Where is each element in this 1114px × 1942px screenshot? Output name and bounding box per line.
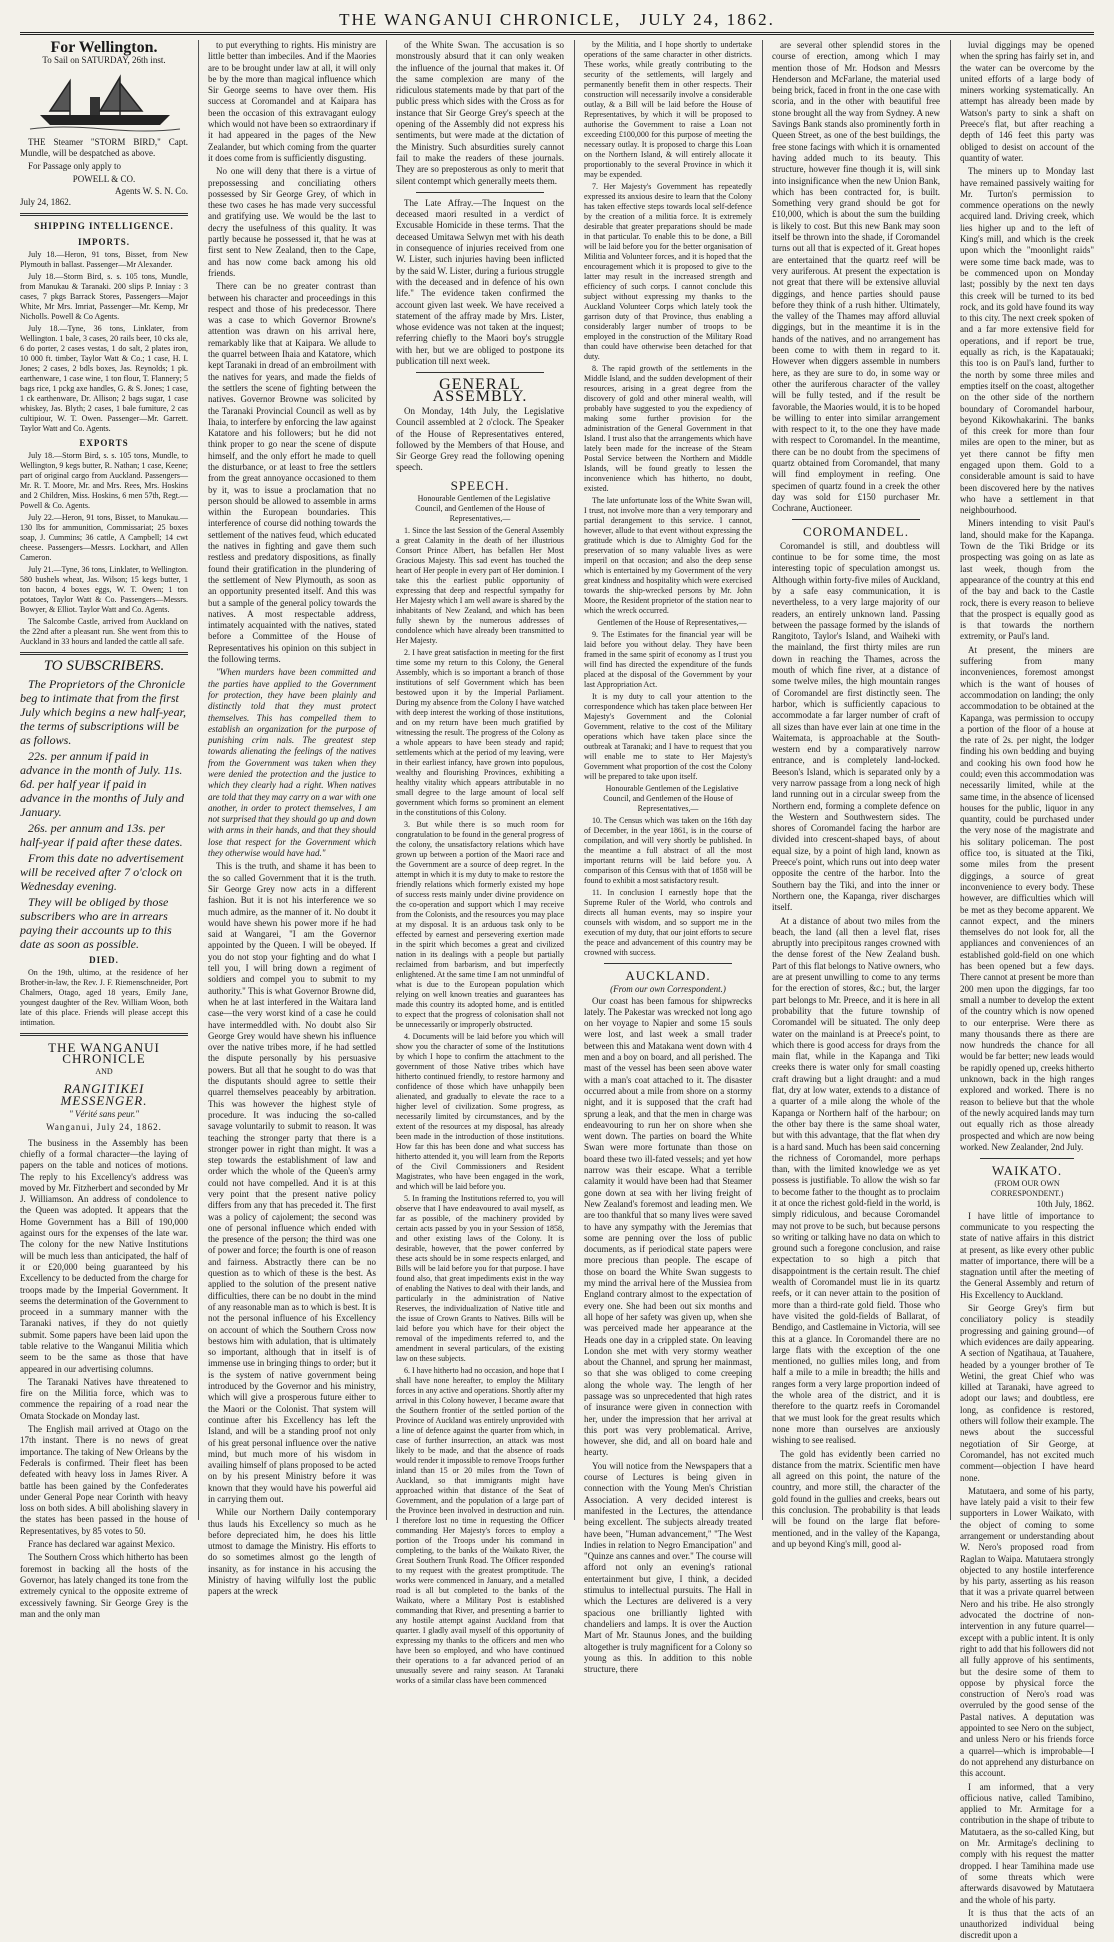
ship-ad-sail-date: To Sail on SATURDAY, 26th inst. bbox=[42, 55, 166, 66]
editorial-paragraph: The business in the Assembly has been chiefly of a formal character—the laying of papers on the table and notices of motions. The reply to his Excellency's address was moved by Mr. Fitzherbert and seconded by Mr J. Williamson. An address of condolence to the Queen was adopted. It appears that the Home Government has a Bill of 190,000 against ours for the expenses of the late war. The colony for the new Native Institutions will be much less than anticipated, the half of it or £20,000 being guaranteed by his Excellency to be deducted from the charge for troops made by the Imperial Government. It seems the determination of the Government to proceed in a summary manner with the Taranaki natives, if they do not quietly submit. Some papers have been laid upon the table relative to the Wanganui Militia which seem to be the same as those that have appeared in our advertising columns. bbox=[20, 1137, 188, 1374]
column-rule bbox=[198, 40, 199, 1520]
imports-heading: IMPORTS. bbox=[78, 236, 130, 247]
divider bbox=[792, 519, 920, 520]
ship-ad-freight: For Passage only apply to bbox=[28, 161, 121, 172]
coromandel-heading: COROMANDEL. bbox=[803, 524, 909, 540]
subscribers-heading: TO SUBSCRIBERS. bbox=[43, 658, 165, 675]
divider bbox=[20, 1033, 188, 1036]
steamship-icon bbox=[20, 71, 188, 133]
waikato-subheading: (FROM OUR OWN CORRESPONDENT.) bbox=[990, 1179, 1064, 1199]
export-entry: July 21.—Tyne, 36 tons, Linklater, to Wellington. 580 bushels wheat, Jas. Wilson; 15 kegs butter, 1 ton bacon, 4 boxes eggs, W. T. Owen; 1 ton potatoes, Taylor Watt & Co. Passengers—Messrs. Bowyer, & Elliot. Taylor Watt and Co. Agents. bbox=[20, 565, 188, 615]
speech-paragraph: 6. I have hitherto had no occasion, and hope that I shall have none hereafter, to employ the Military forces in any active and operations. Shortly after my arrival in this Colony however, I became aware that the Southern frontier of the settled portion of the Province of Auckland was entirely unprovided with a line of defence against the quarter from which, in case of further insurrection, an attack was most likely to be made, and that the absence of roads would render it impossible to remove Troops further inland than 15 or 20 miles from the Town of Auckland, so that immigrants might have approached within that distance of the Seat of Government, and the population of a large part of the Province been involved in destruction and ruin. I therefore lost no time in requesting the Officer commanding Her Majesty's forces to employ a portion of the Troops under his command in completing, to the banks of the Waikato River, the Great Southern Trunk Road. The Officer responded to my request with the greatest promptitude. The works were commenced in January, and a metalled road is all but completed to the banks of the Waikato, where a Military Post is established commanding that River, and presenting a barrier to any hostile attempt against Auckland from that quarter. I gladly avail myself of this opportunity of expressing my thanks to the officers and men who have been so employed, and who have continued their operations to a far advanced period of an unusually severe and rainy season. At Taranaki works of a similar class have been commenced bbox=[396, 1365, 564, 1685]
waikato-date: 10th July, 1862. bbox=[1036, 1199, 1094, 1210]
speech-paragraph: 9. The Estimates for the financial year will be laid before you without delay. They have been framed in the same spirit of economy as I trust you will find has directed the expenditure of the funds placed at the disposal of the Government by your last Appropriation Act. bbox=[584, 630, 752, 689]
column-3 bbox=[396, 40, 564, 1685]
auckland-subheading: (From our own Correspondent.) bbox=[610, 984, 726, 995]
editorial-quote: "When murders have been committed and the parties have applied to the Government for protection, they have been plainly and distinctly told that they must protect themselves. This has compelled them to establish an organization for the purpose of punishing crim nals. The greatest step towards alienating the feelings of the natives from the Government was taken when they were denied the protection and the justice to which they clearly had a right. When natives are told that they may carry on a war with one another, in order to protect themselves, I am not surprised that they should go up and down with arms in their hands, and that they should lose that respect for the Government which they otherwise would have had." bbox=[208, 667, 376, 859]
ship-ad-text: THE Steamer "STORM BIRD," Capt. Mundle, will be despatched as above. bbox=[20, 136, 188, 158]
paper-and: AND bbox=[95, 1067, 113, 1077]
paper-subtitle: RANGITIKEI MESSENGER. bbox=[60, 1081, 148, 1108]
speech-paragraph: 10. The Census which was taken on the 16th day of December, in the year 1861, is in the course of compilation, and will very shortly be published. In the meantime a full abstract of all the most important returns will be laid before you. A comparison of this Census with that of 1858 will be found to exhibit a most satisfactory result. bbox=[584, 816, 752, 885]
subscribers-notice: The Proprietors of the Chronicle beg to intimate that from the first July which begins a new half-year, the terms of subscriptions will be as follows. bbox=[20, 676, 186, 747]
paper-title: THE WANGANUI CHRONICLE bbox=[48, 1039, 160, 1067]
masthead bbox=[20, 10, 1094, 35]
waikato-heading: WAIKATO. bbox=[991, 1163, 1063, 1179]
coromandel-paragraph: The gold has evidently been carried no distance from the matrix. Scientific men have all agreed on this point, the nature of the country, and more still, the character of the gold found in the gullies and creeks, bears out this conclusion. The probability is that leads will be found on the large flat before-mentioned, and in the valley of the Kapanga, and up beyond King's mill, good al- bbox=[772, 1448, 940, 1549]
masthead-paper: THE WANGANUI CHRONICLE, bbox=[339, 10, 622, 29]
waikato-paragraph: Matutaera, and some of his party, have lately paid a visit to their few supporters in Lower Waikato, with the object of coming to some arrangement or understanding about W. Nero's proposed road from Raglan to Waipa. Matutaera strongly objected to any hostile interference by his party, asserting as his reason that it was a private quarrel between Nero and his tribe. He also strongly advocated the doctrine of non-intervention in any future quarrel—except with a public intent. It is only right to add that his followers did not all fully approve of his sentiments, but the desire some of them to oppose by physical force the construction of Nero's road was overruled by the good sense of the Pastal natives. A deputation was appointed to see Nero on the subject, and unless Nero or his friends force a quarrel—which is improbable—I do not apprehend any disturbance on this account. bbox=[960, 1485, 1094, 1779]
ship-ad-agent: POWELL & CO. bbox=[72, 174, 136, 185]
waikato-paragraph: Sir George Grey's firm but conciliatory policy is steadily progressing and gaining ground—of which evidences are daily appearing. A section of Ngatihaua, at Tauahere, headed by a younger brother of Te Wetini, the great Chief who was killed at Taranaki, have agreed to adopt our laws; and doubtless, ere long, as confidence is restored, others will follow their example. The news about the successful negotiation of Sir George, at Coromandel, has not excited much comment—objection I have heard none. bbox=[960, 1303, 1094, 1483]
divider bbox=[416, 372, 544, 373]
divider bbox=[20, 213, 188, 216]
divider bbox=[604, 963, 732, 964]
general-assembly-heading: GENERAL ASSEMBLY. bbox=[432, 376, 528, 405]
coromandel-paragraph: luvial diggings may be opened when the spring has fairly set in, and the water can be overcome by the united efforts of a large body of miners working systematically. An attempt has already been made by Watson's party to sink a shaft on Preece's flat, but after reaching a depth of 146 feet this party was obliged to desist on account of the quantity of water. bbox=[960, 40, 1094, 163]
coromandel-paragraph: Miners intending to visit Paul's land, should make for the Kapanga. Town de the Tiki Bridge or its prospecting was going on as late as last week, though from the appearance of the country at this end of the bay and back to the Castle rock, there is every reason to believe that the prospect is equally good as is that towards the northern extremity, or Paul's land. bbox=[960, 518, 1094, 642]
column-6 bbox=[960, 40, 1094, 1941]
editorial-paragraph: France has declared war against Mexico. bbox=[28, 1539, 175, 1550]
import-entry: July 18.—Tyne, 36 tons, Linklater, from Wellington. 1 bale, 3 cases, 20 rails beer, 10 cks ale, 6 do porter, 2 cases vestas, 1 do salt, 2 plates iron, 10 000 ft. timber, Taylor Watt & Co.; 1 case, H. I. Jones; 2 cases, 2 bdls boxes, Jas. Reynolds; 1 pk. earthenware, 1 case wine, 1 ton flour, T. Flannery; 5 bags rice, 1 pckg axe handles, G. & S. Jones; 1 case, 1 ck earthenware, Dr. Allison; 2 bags sugar, 1 case whiskey, Jas. Blyth; 2 cases, 1 bale furniture, 2 cas cultipiour, W. T. Owen. Passenger—Mr. Garrett. Taylor Watt and Co. Agents. bbox=[20, 323, 188, 433]
speech-paragraph: 3. But while there is so much room for congratulation to be found in the general progress of the colony, the unsatisfactory relations which have grown up between a portion of the Maori race and the Government are a source of deep regret. In the attempt in which it is my duty to make to restore the friendly relations which formerly existed my hope of success rests mainly under divine providence on the co-operation and support which I may receive from the Colonists, and the resources you may place at my disposal. It is an arduous task only to be effected by earnest and persevering exertion made in the spirit which becomes a great and civilized nation in its dealings with a people but partially reclaimed from barbarism, and but imperfectly enlightened. At the same time I am not unmindful of what is due to the European population which relying on well known treaties and guarantees has made this country its adopted home, and is entitled to expect that the progress of colonisation shall not be unnecessarily or improperly obstructed. bbox=[396, 819, 564, 1029]
speech-paragraph: 4. Documents will be laid before you which will show you the character of some of the Institutions by which I hope to confirm the attachment to the government of those Native tribes which have hitherto continued friendly, to restore harmony and confidence of those which have unhappily been alienated, and gradually to elevate the race to a higher level of civilization. Some progress, as necessarily limited by circumstances, and by the extent of the resources at my disposal, has already been made in the introduction of those institutions. How far this has been done and what success has hitherto attended it, you will learn from the Reports of the Civil Commissioners and Resident Magistrates, who have been engaged in the work, and which will be laid before you. bbox=[396, 1031, 564, 1191]
divider bbox=[980, 1158, 1074, 1159]
export-entry: The Salcombe Castle, arrived from Auckland on the 22nd after a pleasant run. She went from this to Auckland in 33 hours and landed the cattle all safe. bbox=[20, 617, 188, 647]
speech-paragraph: 2. I have great satisfaction in meeting for the first time some my return to this Colony, the General Assembly, which is so important a branch of those institutions of self Government which has been bestowed upon it by the Imperial Parliament. During my absence from the Colony I have watched with deep interest the working of those institutions, and on my return have been much gratified by witnessing the result. The progress of the Colony as a whole appears to have been steady and rapid; settlements which at the period of my leaving, were in their earliest infancy, have grown into populous, wealthy and flourishing Provinces, exhibiting a healthy vitality which appears attributable in no small degree to the large amount of local self government which forms so prominent an element in the constitutions of this Colony. bbox=[396, 647, 564, 817]
speech-paragraph: 5. In framing the Institutions referred to, you will observe that I have endeavoured to avail myself, as far as possible, of the machinery provided by certain acts passed by you in your Session of 1858, and other existing laws of the Colony. It is desirable, however, that the power conferred by these acts should be in some respects enlarged, and Bills will be laid before you for that purpose. I have found also, that great impediments exist in the way of enabling the Natives to deal with their lands, and particularly in the administration of Native Reserves, the individualization of Native title and the issue of Crown Grants to Natives. Bills will be laid before you which have for their object the removal of the impediments referred to, and the amendment in several particulars, of the existing law on these subjects. bbox=[396, 1193, 564, 1363]
editorial-paragraph: While our Northern Daily contemporary thus lauds his Excellency so much as he before depreciated him, he does his little utmost to damage the Ministry. His efforts to do so sometimes almost go the length of insanity, as for instance in his accusing the Ministry of having wilfully lost the public papers at the wreck bbox=[208, 1507, 376, 1597]
speech-paragraph: 1. Since the last Session of the General Assembly a great Calamity in the death of her illustrious Consort Prince Albert, has befallen Her Most Gracious Majesty. This sad event has touched the heart of Her people in every part of Her dominion. I take this the earliest public opportunity of expressing that deep and respectful sympathy for Her Majesty which I am well aware is shared by the inhabitants of New Zealand, and which has been fully shewn by the numerous addresses of condolence which have already been transmitted to Her Majesty. bbox=[396, 525, 564, 645]
shipping-heading: SHIPPING INTELLIGENCE. bbox=[34, 221, 174, 232]
auckland-heading: AUCKLAND. bbox=[625, 968, 711, 983]
editorial-paragraph: This is the truth, and shame it has been to the so called Government that it is the truth. Sir George Grey now acts in a different fashion. But it is not his interference we so much admire, as the manner of it. No doubt it would have shewn his power more if he had said at Wangarei, "I am the Governor appointed by the Queen. I will be obeyed. If you do not stop your fighting and do what I tell you, I will bring down a regiment of soldiers and compel you to submit to my authority." This is what Governor Browne did, when he at last interfered in the Waitara land case—the very worst kind of a case he could have intermeddled with. No doubt also Sir George Grey would have shewn his influence over the native tribes more, if he had settled the dispute personally by his persuasive powers. But all that he sought to do was that the disputants should agree to settle their quarrel themselves peaceably by arbitration. This was however the highest style of procedure. It was inducing the so-called savage voluntarily to submit to reason. It was teaching the stronger party that there is a stronger power in right than might. It was a step towards the establishment of law and order which the whole of the Queen's army could not have compelled. And it is at this very point that the present native policy differs from any that has preceded it. The first was a policy of cajolement; the second was one of personal influence which ended with the presence of the person; the third was one of power and force; the fourth is one of reason and fairness. Abstractly there can be no question as to which of these is the best. As applied to the solution of the present native difficulties, there can be no doubt in the mind of any reasonable man as to which is best. It is not the personal influence of his Excellency on account of which the Southern Cross now bestows him with adulation, that is ultimately so important, although that in itself is of immense use in bringing things to order; but it is the system of native government being introduced by the Governor and his ministry, which will give a prosperous future either to the Maori or the Colonist. That system will continue after his Excellency has left the Island, and will be a standing proof not only of his great personal influence over the native mind, but much more of his wisdom in availing himself of plans proposed to be acted on by his present Ministry before it was known that they would have his powerful aid in carrying them out. bbox=[208, 861, 376, 1504]
editorial-paragraph: The Taranaki Natives have threatened to fire on the Militia force, which was to commence the repairing of a road near the Omata Stockade on Monday last. bbox=[20, 1376, 188, 1421]
speech-paragraph: 11. In conclusion I earnestly hope that the Supreme Ruler of the World, who controls and directs all human events, may so inspire your counsels with wisdom, and so support me in the execution of my duty, that our joint efforts to secure the peace and advancement of this country may be crowned with success. bbox=[584, 888, 752, 957]
column-4 bbox=[584, 40, 752, 1675]
column-rule bbox=[386, 40, 387, 1520]
column-rule bbox=[950, 40, 951, 1520]
ship-ad-agent-company: Agents W. S. N. Co. bbox=[114, 185, 188, 196]
late-affray-paragraph: The Late Affray.—The Inquest on the deceased maori resulted in a verdict of Excusable Homicide in these terms. That the deceased Umitawa Selwyn met with his death in consequence of injuries received from one W. Lister, such injuries having been inflicted by the said W. Lister, during a furious struggle with the deceased and in defence of his own life." The evidence taken confirmed the account given last week. We have received a statement of the affray made by Mrs. Lister, whose evidence was not taken at the inquest; referring chiefly to the Maori boy's struggle with her, but we are obliged to postpone its publication till next week. bbox=[396, 197, 564, 367]
subscribers-notice: 26s. per annum and 13s. per half-year if paid after these dates. bbox=[20, 820, 183, 849]
coromandel-paragraph: At present, the miners are suffering from many inconveniences, foremost amongst which is the want of houses of accommodation on landing; the only accommodation to be obtained at the Kapanga, was permission to occupy a portion of the floor of a house at the rate of 2s. per night, the lodger finding his own bedding and buying and cooking his own food how he could; even this accommodation was necessarily limited, while at the same time, in the absence of licensed houses for the public, liquor in any quantity, could be purchased under the very nose of the magistrate and his solitary policeman. The post office too, is situated at the Tiki, some miles from the present diggings, a source of great inconvenience to every body. These however, are difficulties which will be met as they become apparent. We cannot expect, and the miners themselves do not look for, all the appliances and conveniences of an established gold-field on one which has been opened but a few days. There cannot at present be more than 200 men upon the diggings, far too small a number to develop the extent of the country which is now opened to our enterprise. Were there as many thousands there as there are now hundreds the chance for all would be far better; new leads would be rapidly opened up, creeks hitherto unknown, back in the high ranges explored and worked. There is no reason to believe but that the whole of the newly acquired lands may turn out equally rich as those already prospected and which are now being worked. New Zealander, 2nd July. bbox=[960, 644, 1094, 1152]
coromandel-paragraph: The miners up to Monday last have remained passively waiting for Mr. Turton's permission to commence operations on the newly acquired land. Driving creek, which lies higher up and to the left of King's mill, and which is the creek upon which the "moonlight raids" were some time back made, was to be commenced upon on Monday last; possibly by the next ten days this creek will be turned to its bed rock, and its gold have found its way to this city. The next creek spoken of and a far more extensive field for operations, and if report be true, equally as rich, is the Kapatauaki; this too is on Paul's land, further to the north by some three miles and empties itself on the coast, altogether on the other side of the northern boundary of Coromandel harbour, beyond Kikowhakarini. The banks of this creek for more than four miles are open to the miner, but as yet there cannot be fifty men engaged upon them. Gold to a considerable amount is said to have been discovered here by the natives who have a settlement in that neighbourhood. bbox=[960, 166, 1094, 516]
import-entry: July 18.—Heron, 91 tons, Bisset, from New Plymouth in ballast. Passenger—Mr Alexander. bbox=[20, 249, 188, 269]
ship-ad-date: July 24, 1862. bbox=[20, 197, 72, 208]
speech-salutation: Honourable Gentlemen of the Legislative Council, and Gentlemen of the House of Representatives,— bbox=[603, 784, 739, 813]
paper-motto: " Vérité sans peur." bbox=[68, 1109, 140, 1120]
subscribers-notice: They will be obliged by those subscribers who are in arrears paying their accounts up to this date as soon as possible. bbox=[20, 894, 172, 951]
export-entry: July 22.—Heron, 91 tons, Bisset, to Manukau.—130 lbs for ammunition, Commissariat; 25 boxes soap, J. Cummins; 36 cattle, A Campbell; 14 cwt cheese. Passengers—Messrs. Lockhart, and Allen Cameron. bbox=[20, 513, 188, 563]
editorial-paragraph: to put everything to rights. His ministry are little better than imbeciles. And if the Maories are to be brought under law at all, it will only be by the more than magical influence which Sir George seems to have over them. His success at Coromandel and at Kaipara has been the occasion of this extravagant eulogy which would not have been so extraordinary if it had appeared in the pages of the New Zealander, but which coming from the quarter it does come from is sufficiently disgusting. bbox=[208, 40, 376, 163]
editorial-dateline: Wanganui, July 24, 1862. bbox=[46, 1122, 162, 1133]
auckland-paragraph: You will notice from the Newspapers that a course of Lectures is being given in connection with the Young Men's Christian Association. A very decided interest is manifested in the Lectures, the attendance being excellent. The subjects already treated have been, "Human advancement," "The West Indies in relation to Negro Emancipation" and "Quinze ans cannes and over." The course will afford not only an evening's rational entertainment but give, I think, a decided stimulus to intellectual pursuits. The Hall in which the Lectures are delivered is a very spacious one brilliantly lighted with chandeliers and lamps. It is over the Auction Mart of Mr. Staunus Jones, and the building altogether is truly magnificent for a Colony so young as this. In addition to this noble structure, there bbox=[584, 1460, 752, 1675]
auckland-paragraph: are several other splendid stores in the course of erection, among which I may mention those of Mr. Hodson and Messrs Henderson and McFarlane, the material used being brick, faced in front in the one case with scoria, and in the other with beautiful free stone brought all the way from Sydney. A new Savings Bank stands also prominently forth in Queen Street, as one of the best buildings, the free stone facings with which it is ornamented having added much to its beauty. This structure, however fine though it is, will sink into insignificance when the new Union Bank, which has been contracted for, is built. Something very grand should be got for £10,000, which is about the sum the building is likely to cost. But this new Bank may soon itself be thrown into the shade, if Coromandel turns out all that is expected of it. Great hopes are entertained that the quartz reef will be very auriferous. At present the expectation is not great that there will be extensive alluvial diggings, and hence parties should pause before they think of a rush hither. Ultimately, the valley of the Thames may afford alluvial diggings, but in the meantime it is in the hands of the natives, and no arrangement has been come to with them in regard to it. However when diggers assemble in numbers here, as they are sure to do, in some way or other the auriferous character of the valley will be fully tested, and if the result be favorable, the Maories would, it is to be hoped be willing to enter into similar arrangement with respect to it, to the one they have made with respect to Coromandel. In the meantime, there can be no doubt from the specimens of quartz obtained from Coromandel, that many will find employment in reefing. One specimen of quartz found in a creek the other day was sold for £150 purchaser Mr. Cochrane, Auctioneer. bbox=[772, 40, 940, 514]
newspaper-page bbox=[20, 39, 1094, 1941]
divider bbox=[20, 652, 188, 655]
speech-heading: SPEECH. bbox=[450, 477, 510, 493]
masthead-date: JULY 24, 1862. bbox=[639, 10, 775, 29]
speech-paragraph: by the Militia, and I hope shortly to undertake operations of the same character in other districts. These works, while greatly contributing to the security of the settlements, will largely and permanently benefit them in other respects. Their construction will necessarily involve a considerable outlay, & a Bill will be laid before the House of Representatives, by which it will be proposed to authorise the Government to raise a Loan not exceeding £100,000 for this purpose of meeting the necessary outlay. It is proposed to charge this Loan on the Northern Island, & will entirely allocate it proportionably to the several Province in which it may be expended. bbox=[584, 40, 752, 179]
column-2 bbox=[208, 40, 376, 1597]
column-1 bbox=[20, 39, 188, 1619]
coromandel-paragraph: At a distance of about two miles from the beach, the land (all then a level flat, rises abruptly into precipitous ranges crowned with the dense forest of the New Zealand bush. Part of this flat belongs to Native owners, who are at present unwilling to come to any terms for the erection of stores, &c.; but, the larger part belongs to Mr. Preece, and it is here in all probability that the future township of Coromandel will be situated. The only deep water on the mainland is at Preece's point, to which there is good access for drays from the main flat, while in the Kapanga and Tiki creeks there is water only for small coasting craft drawing but a light draught: and a mud flat, dry at low water, extends to a distance of a quarter of a mile along the whole of the Kapanga or Northern half of the harbour; on the other bay there is the same shoal water, but with this advantage, that the flat when dry is a hard sand. Much has been said concerning the richness of Coromandel, more perhaps than, with the limited knowledge we as yet possess is justifiable. To allow the wish so far to become father to the thought as to proclaim it at once the richest gold-field in the world, is simply ridiculous, and because Coromandel may not prove to be such, but because persons so writing or talking have no data on which to ground such a foregone conclusion, and raise expectation to so high a pitch that disappointment is the certain result. The chief wealth of Coromandel must lie in its quartz reefs, or it can never attain to the position of more than a third-rate gold field. Those who have visited the gold-fields of Ballarat, of Bendigo, and Castlemaine in Victoria, will see this at a glance. In Coromandel there are no large flats with the exception of the one mentioned, no gullies miles long, and from half a mile to a mile in breadth; the hills and ranges form a very large proportion indeed of the whole area of the district, and it is therefore to the quartz reefs in Coromandel that we must look for the great results which none more than ourselves are anxiously wishing to see realised. bbox=[772, 915, 940, 1446]
subscribers-notice: 22s. per annum if paid in advance in the month of July. 11s. 6d. per half year if paid in advance in the months of July and January. bbox=[20, 748, 184, 819]
column-5 bbox=[772, 40, 940, 1549]
editorial-paragraph: No one will deny that there is a virtue of prepossessing and conciliating others possessed by Sir George Grey, of which in these two cases he has made very successful and gratifying use. We would be the last to decry the usefulness of this quality. It was partly because he possessed it, that he was at first sent to New Zealand, then to the Cape, and has now come back among his old friends. bbox=[208, 166, 376, 278]
waikato-paragraph: I have little of importance to communicate to you respecting the state of native affairs in this district at present, as like every other public matter of importance, there will be a stagnation until after the meeting of the General Assembly and return of His Excellency to Auckland. bbox=[960, 1210, 1094, 1300]
speech-paragraph: The late unfortunate loss of the White Swan will, I trust, not involve more than a very temporary and partial derangement to this service. I cannot, however, allude to that event without expressing the gratitude which is due to Almighty God for the preservation of so many valuable lives as were imperil on that occasion; and also the deep sense which is entertained by my Government of the very great kindness and hospitality which were exercised towards the ship-wrecked persons by Mr. John Moore, the Resident proprietor of the station near to which the wreck occurred. bbox=[584, 496, 752, 615]
auckland-paragraph: Our coast has been famous for shipwrecks lately. The Pakestar was wrecked not long ago on her voyage to Napier and some 15 souls were lost, and last week a small trader between this and Matakana went down with 4 men and a boy on board, and all perished. The mast of the vessel has been seen above water with a man's coat attached to it. The disaster occurred about a mile from shore on a stormy night, and it is supposed that the craft had sprung a leak, and that the men in charge was endeavouring to run her on shore when she went down. The parties on board the White Swan were more fortunate than those on board these two ill-fated vessels; and yet how narrow was their escape. What a terrible calamity it would have been had that Steamer gone down at sea with her living freight of New Zealand's foremost and leading men. We are too thankful that so many lives were saved to have any sympathy with the Jeremias that some are penning over the loss of public documents, as if periodical state papers were more precious than people. The escape of those on board the White Swan suggests to my mind the arrival here of the Mussiea from England contrary almost to the expectation of every one. She had been out six months and all hope of her safety was given up, when she was perceived made her appearance at the Heads one day in a crippled state. On leaving London she met with very stormy weather about the Channel, and sprung her mainmast, so that she was obliged to come creeping along the whole way. The length of her passage was so unprecedented that high rates of insurance were given in connection with her, under the impression that her arrival at this port was very problematical. Arrive, however, she did, and all on board hale and hearty. bbox=[584, 995, 752, 1458]
assembly-intro: On Monday, 14th July, the Legislative Council assembled at 2 o'clock. The Speaker of the House of Representatives entered, followed by the Members of that House, and Sir George Grey read the following opening speech. bbox=[396, 405, 564, 473]
ship-illustration bbox=[20, 71, 188, 133]
editorial-paragraph: The Southern Cross which hitherto has been foremost in backing all the hosts of the Governor, has lately changed its tone from the extremely cynical to the opposite extreme of excessively fawning. Sir George Grey is the man and the only man bbox=[20, 1552, 188, 1619]
exports-heading: EXPORTS bbox=[79, 437, 129, 448]
died-heading: DIED. bbox=[89, 954, 119, 965]
article-paragraph: of the White Swan. The accusation is so monstrously absurd that it can only weaken the influence of the journal that makes it. Of the same complexion are many of the ridiculous statements made by that part of the public press which sides with the Cross as for instance that Sir George Grey's speech at the opening of the Assembly did not express his sentiments, but were made at the dictation of the Ministry. Such absurdities surely cannot fail to make the readers of these journals. They are so preposterous as only to merit that silent contempt which generally meets them. bbox=[396, 40, 564, 186]
subscribers-notice: From this date no advertisement will be received after 7 o'clock on Wednesday evening. bbox=[20, 850, 184, 893]
column-rule bbox=[762, 40, 763, 1520]
died-notice: On the 19th, ultimo, at the residence of her Brother-in-law, the Rev. J. F. Riemenschneider, Port Chalmers, Otago, aged 18 years, Emily Jane, youngest daughter of the Rev. William Woon, both late of this place. Friends will please accept this intimation. bbox=[20, 967, 188, 1027]
waikato-paragraph: I am informed, that a very officious native, called Tamibino, applied to Mr. Armitage for a contribution in the shape of tribute to Matutaera, as the so-called King, but on Mr. Armitage's declining to comply with his request the matter dropped. I hear Tamihina made use of some threats which were afterwards disavowed by Matutaera and the whole of his party. bbox=[960, 1781, 1094, 1905]
speech-paragraph: It is my duty to call your attention to the correspondence which has taken place between Her Majesty's Government and the Colonial Government, relative to the cost of the Military operations which have taken place since the outbreak at Taranaki; and I have to request that you will enable me to state to Her Majesty's Government what proportion of the cost the Colony will be prepared to take upon itself. bbox=[584, 692, 752, 781]
speech-salutation: Gentlemen of the House of Representatives,— bbox=[597, 618, 747, 627]
column-rule bbox=[574, 40, 575, 1520]
editorial-paragraph: The English mail arrived at Otago on the 17th instant. There is no news of great importance. The taking of New Orleans by the Federals is confirmed. Their fleet has been defeated with heavy loss in James River. A battle has been gained by the Confederates under General Pope near Corinth with heavy loss on both sides. A bill abolishing slavery in the states has been passed in the house of Representatives, by 85 votes to 50. bbox=[20, 1424, 188, 1536]
ship-ad-heading: For Wellington. bbox=[50, 39, 158, 56]
speech-paragraph: 7. Her Majesty's Government has repeatedly expressed its anxious desire to learn that the Colony has taken effective steps towards local self-defence by the creation of a militia force. It is extremely desirable that greater preparations should be made in that particular. To enable this to be done, a Bill will be laid before you for the better organisation of Militia and Volunteer forces, and it is hoped that the encouragement which it is proposed to give to the latter may result in the increased strength and efficiency of such corps. I cannot conclude this subject without expressing my thanks to the Auckland Volunteer Corps which lately took the garrison duty of that Province, thus enabling a considerably larger number of troops to be employed in the construction of the Military Road than could have otherwise been detached for that duty. bbox=[584, 182, 752, 361]
divider bbox=[416, 192, 544, 193]
speech-paragraph: 8. The rapid growth of the settlements in the Middle Island, and the sudden development of their resources, arising in a great degree from the discovery of gold and other mineral wealth, will probably have suggested to you the expediency of making some further provision for the administration of the General Government in that Island. I trust also that the arrangements which have lately been made for the increase of the Steam Postal Service between the Northern and Middle Islands, will be found greatly to lessen the inconvenience which has hitherto, no doubt, existed. bbox=[584, 364, 752, 493]
speech-salutation: Honourable Gentlemen of the Legislative Council, and Gentlemen of the House of Representatives,— bbox=[415, 493, 551, 523]
editorial-paragraph: There can be no greater contrast than between his character and proceedings in this respect and those of his predecessor. There was a case to which Governor Browne's attention was drawn on his arrival here, remarkably like that at Kaipara. We allude to the quarrel between Ihaia and Katatore, which kept Taranaki in dread of an embroilment with the natives for years, and made the fields of the settlers the scene of fighting between the natives. Governor Browne was solicited by the Taranaki Provincial Council as well as by Ihaia, to interfere by enforcing the law against Katatore and his followers; but he did not think proper to go near the scene of dispute himself, and the only effort he made to quell the disturbance, or at least to free the settlers from the great annoyance occasioned to them by it, was to issue a proclamation that no person should be allowed to assemble in arms within the European boundaries. This interference of course did nothing towards the settlement of the natives feud, which educated the natives in fighting and gave them such restless and predatory dispositions, as finally found their gratification in the plundering of the settlement of New Plymouth, as soon as an opportunity presented itself. And this was but a sample of the general policy towards the natives. A most respectable address, intimately acquainted with the natives, stated before a Committee of the House of Representatives his opinion on this subject in the following terms. bbox=[208, 281, 376, 665]
export-entry: July 18.—Storm Bird, s. s. 105 tons, Mundle, to Wellington, 9 kegs butter, R. Nathan; 1 case, Keene; part of original cargo from Auckland. Passengers—Mr. R. T. Moore, Mr. and Mrs. Rees, Mrs. Hoskins and 2 Children, Miss. Hoskins, 6 men 57th, Regt.—Powell & Co. Agents. bbox=[20, 451, 188, 511]
import-entry: July 18.—Storm Bird, s. s. 105 tons, Mundle, from Manukau & Taranaki. 200 slips P. Inniay : 3 cases, 7 pkgs Barrack Stores, Passengers—Major White, Mr Mrs. Imriat, Passenger—Mr. Kemp, Mr Nicholls. Powell & Co Agents. bbox=[20, 271, 188, 321]
waikato-paragraph: It is thus that the acts of an unauthorized individual being discredit upon a bbox=[960, 1907, 1094, 1941]
coromandel-paragraph: Coromandel is still, and doubtless will continue to be for some time, the most interesting topic of speculation amongst us. Although within forty-five miles of Auckland, by a safe easy communication, it is nevertheless, to a very large majority of our readers, an entirely unknown land. Passing between the passage formed by the islands of Rangitoto, Taylor's Island, and Waiheki with the mainland, the first thirty miles are run down in reaching the Thames, across the mouth of which fine river, at a distance of some twelve miles, the high mountain ranges of Coromandel are first distinctly seen. The harbor, which is sufficiently capacious to accommodate a far larger number of craft of all sizes than have ever lain at one time in the Waitemata, is approachable at the South-western end by a comparatively narrow entrance, and is completely land-locked. Beeson's Island, which is separated only by a very narrow passage from a long neck of high land running out in a circular sweep from the Northern end, forming a complete defence on the Western and Southwestern sides. The shores of Coromandel facing the harbor are divided into crescent-shaped bays, of about equal size, by a point of high land, known as Preece's point, which runs out into deep water opposite the centre of the harbor. Into the Southern bay the Tiki, and into the inner or Northern one, the Kapanga, river discharges itself. bbox=[772, 540, 940, 913]
